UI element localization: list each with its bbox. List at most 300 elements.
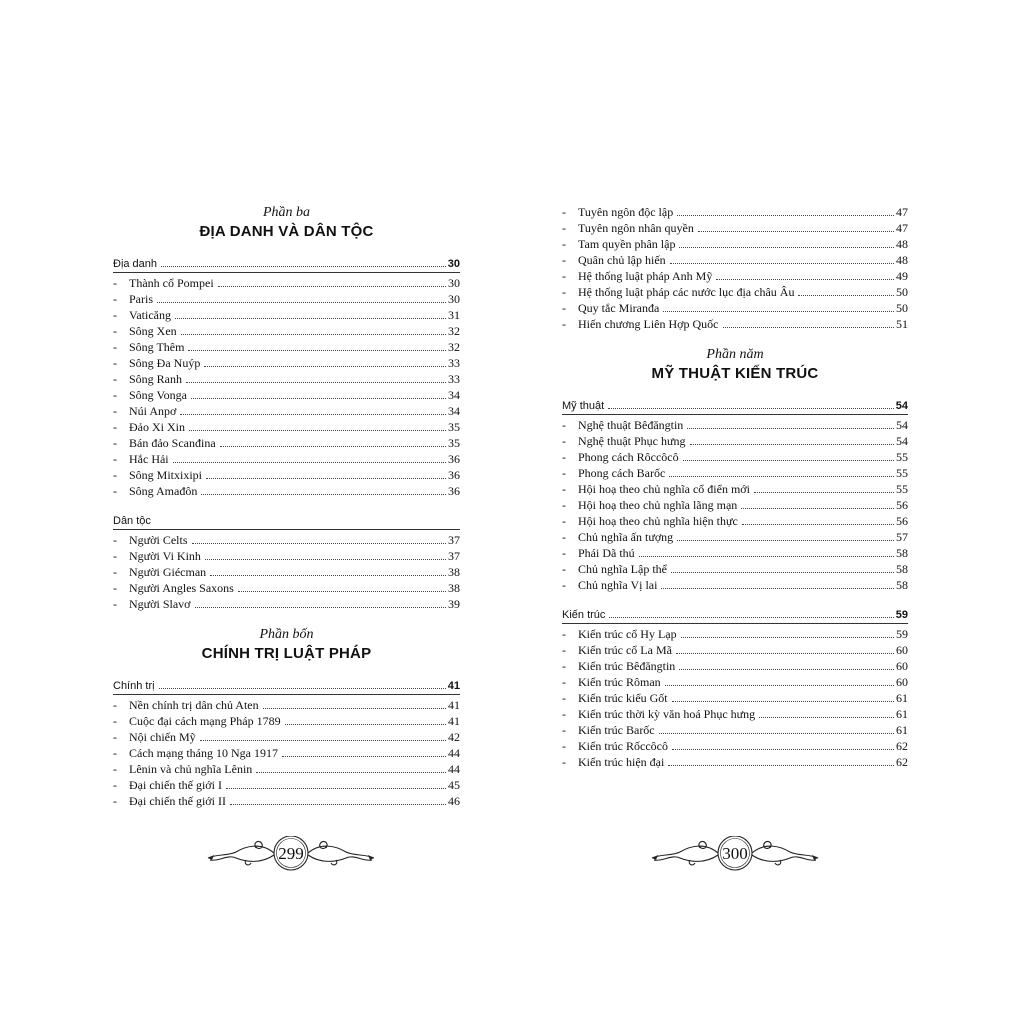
page-number: 300 [722, 844, 748, 863]
entry-page: 37 [448, 533, 460, 547]
entry-page: 38 [448, 565, 460, 579]
dot-leader [671, 571, 894, 573]
entry-title: Kiến trúc hiện đại [578, 755, 665, 769]
entry-dash: - [113, 276, 117, 290]
dot-leader [798, 294, 894, 296]
entry-title: Nghệ thuật Bêđăngtin [578, 418, 684, 432]
entry-dash: - [113, 794, 117, 808]
continued-section [562, 204, 908, 332]
dot-leader [204, 365, 446, 367]
entry-page: 60 [896, 643, 908, 657]
entry-title: Hiến chương Liên Hợp Quốc [578, 317, 719, 331]
toc-entry [562, 433, 908, 449]
dot-leader [161, 265, 446, 267]
entry-page: 36 [448, 452, 460, 466]
entry-dash: - [113, 436, 117, 450]
entry-dash: - [562, 205, 566, 219]
dot-leader [210, 574, 446, 576]
entry-page: 34 [448, 388, 460, 402]
entry-dash: - [562, 237, 566, 251]
entry-dash: - [113, 420, 117, 434]
entry-page: 41 [448, 714, 460, 728]
entry-page: 38 [448, 581, 460, 595]
dot-leader [742, 523, 894, 525]
toc-entry [113, 291, 460, 307]
entry-title: Đại chiến thế giới I [129, 778, 222, 792]
entry-dash: - [562, 253, 566, 267]
toc-entry [562, 481, 908, 497]
section-heading [113, 256, 460, 273]
toc-entry [113, 435, 460, 451]
dot-leader [205, 558, 446, 560]
section-heading [562, 398, 908, 415]
page-number-ornament [650, 836, 820, 872]
entry-title: Đại chiến thế giới II [129, 794, 226, 808]
toc-entry [562, 236, 908, 252]
entry-page: 60 [896, 675, 908, 689]
toc-entry [562, 316, 908, 332]
dot-leader [206, 477, 446, 479]
toc-entry [562, 738, 908, 754]
toc-entry [562, 204, 908, 220]
toc-section [113, 678, 460, 809]
entry-page: 60 [896, 659, 908, 673]
entry-title: Sông Xen [129, 324, 177, 338]
toc-entry [562, 545, 908, 561]
toc-entry [113, 307, 460, 323]
dot-leader [238, 590, 446, 592]
dot-leader [754, 491, 894, 493]
entry-page: 32 [448, 324, 460, 338]
dot-leader [639, 555, 894, 557]
entry-dash: - [562, 269, 566, 283]
toc-entry [113, 339, 460, 355]
dot-leader [723, 326, 895, 328]
entry-title: Sông Amađôn [129, 484, 198, 498]
entry-title: Cách mạng tháng 10 Nga 1917 [129, 746, 278, 760]
entry-title: Quân chủ lập hiến [578, 253, 666, 267]
entry-title: Người Celts [129, 533, 188, 547]
toc-entry [562, 284, 908, 300]
entry-dash: - [113, 565, 117, 579]
dot-leader [609, 616, 893, 618]
entry-title: Đảo Xi Xin [129, 420, 185, 434]
entry-page: 56 [896, 498, 908, 512]
toc-entry [562, 465, 908, 481]
entry-title: Tuyên ngôn độc lập [578, 205, 674, 219]
entry-title: Sông Mitxixipi [129, 468, 203, 482]
entry-dash: - [562, 530, 566, 544]
dot-leader [759, 716, 894, 718]
entry-page: 32 [448, 340, 460, 354]
entry-title: Kiến trúc Barốc [578, 723, 655, 737]
entry-title: Chủ nghĩa Vị lai [578, 578, 658, 592]
dot-leader [659, 732, 894, 734]
part5-sections [562, 398, 908, 770]
part-header [113, 626, 460, 664]
entry-dash: - [562, 755, 566, 769]
entry-dash: - [562, 707, 566, 721]
toc-entry [113, 713, 460, 729]
entry-page: 31 [448, 308, 460, 322]
toc-entry [562, 754, 908, 770]
entry-dash: - [113, 324, 117, 338]
toc-entry [562, 690, 908, 706]
entry-title: Kiến trúc thời kỳ văn hoá Phục hưng [578, 707, 756, 721]
entry-page: 41 [448, 698, 460, 712]
entry-page: 44 [448, 746, 460, 760]
dot-leader [681, 636, 894, 638]
section-heading [562, 607, 908, 624]
entry-dash: - [113, 388, 117, 402]
entry-page: 54 [896, 434, 908, 448]
toc-entry [562, 674, 908, 690]
part4-sections [113, 678, 460, 809]
entry-title: Sông Thêm [129, 340, 185, 354]
part-title: Phần bốn [259, 627, 314, 642]
entry-dash: - [562, 482, 566, 496]
toc-entry [562, 417, 908, 433]
entry-dash: - [562, 739, 566, 753]
section-title: Dân tộc [113, 515, 151, 527]
dot-leader [175, 317, 446, 319]
dot-leader [189, 429, 446, 431]
toc-entry [113, 419, 460, 435]
dot-leader [195, 606, 446, 608]
entry-dash: - [113, 452, 117, 466]
toc-entry [562, 529, 908, 545]
section-page: 41 [447, 680, 460, 692]
dot-leader [180, 413, 446, 415]
entry-title: Phong cách Barốc [578, 466, 666, 480]
toc-entry [562, 577, 908, 593]
entry-title: Sông Vonga [129, 388, 187, 402]
toc-section [562, 398, 908, 593]
toc-section [113, 256, 460, 499]
entry-page: 58 [896, 578, 908, 592]
entry-title: Người Slavơ [129, 597, 191, 611]
entry-dash: - [562, 723, 566, 737]
entry-page: 42 [448, 730, 460, 744]
dot-leader [200, 739, 446, 741]
toc-entry [113, 548, 460, 564]
dot-leader [263, 707, 446, 709]
toc-entry [113, 729, 460, 745]
entry-dash: - [113, 340, 117, 354]
entry-page: 62 [896, 739, 908, 753]
entry-dash: - [113, 308, 117, 322]
toc-entry [113, 596, 460, 612]
dot-leader [687, 427, 894, 429]
entry-dash: - [113, 730, 117, 744]
toc-entry [113, 451, 460, 467]
entry-page: 55 [896, 482, 908, 496]
entry-title: Sông Đa Nuýp [129, 356, 201, 370]
toc-entry [113, 483, 460, 499]
dot-leader [220, 445, 446, 447]
dot-leader [676, 652, 894, 654]
section-title: Chính trị [113, 680, 155, 692]
entry-dash: - [113, 581, 117, 595]
entry-page: 47 [896, 221, 908, 235]
entry-dash: - [562, 301, 566, 315]
entry-dash: - [562, 317, 566, 331]
entry-page: 58 [896, 546, 908, 560]
entry-dash: - [562, 434, 566, 448]
entry-title: Kiến trúc cổ La Mã [578, 643, 672, 657]
toc-entry [113, 371, 460, 387]
entry-title: Paris [129, 292, 153, 306]
toc-section [113, 513, 460, 612]
section-title: Mỹ thuật [562, 400, 605, 412]
entry-dash: - [562, 675, 566, 689]
entry-dash: - [113, 762, 117, 776]
entry-page: 46 [448, 794, 460, 808]
part-title: Phần năm [706, 347, 764, 362]
entry-page: 54 [896, 418, 908, 432]
entry-title: Phái Dã thú [578, 546, 635, 560]
toc-entry [113, 745, 460, 761]
dot-leader [672, 700, 894, 702]
dot-leader [698, 230, 894, 232]
entry-dash: - [113, 372, 117, 386]
entry-page: 55 [896, 450, 908, 464]
dot-leader [677, 214, 894, 216]
toc-entry [113, 564, 460, 580]
entry-title: Hội hoạ theo chủ nghĩa hiện thực [578, 514, 738, 528]
entry-dash: - [562, 285, 566, 299]
toc-entry [113, 580, 460, 596]
entry-page: 58 [896, 562, 908, 576]
entry-dash: - [113, 746, 117, 760]
toc-entry [562, 268, 908, 284]
entry-title: Quy tắc Miranđa [578, 301, 660, 315]
entry-page: 35 [448, 436, 460, 450]
dot-leader [201, 493, 446, 495]
entry-title: Thành cổ Pompei [129, 276, 214, 290]
dot-leader [173, 461, 446, 463]
dot-leader [677, 539, 894, 541]
entry-dash: - [113, 468, 117, 482]
entry-page: 49 [896, 269, 908, 283]
entry-dash: - [113, 714, 117, 728]
entry-page: 34 [448, 404, 460, 418]
dot-leader [661, 587, 894, 589]
entry-title: Nghệ thuật Phục hưng [578, 434, 686, 448]
entry-dash: - [562, 578, 566, 592]
dot-leader [282, 755, 446, 757]
dot-leader [186, 381, 446, 383]
entry-title: Cuộc đại cách mạng Pháp 1789 [129, 714, 281, 728]
entry-page: 33 [448, 356, 460, 370]
section-page: 54 [895, 400, 908, 412]
section-title: Địa danh [113, 258, 158, 270]
entry-page: 33 [448, 372, 460, 386]
entry-dash: - [562, 659, 566, 673]
entry-page: 37 [448, 549, 460, 563]
entry-title: Người Angles Saxons [129, 581, 234, 595]
entry-page: 61 [896, 723, 908, 737]
entry-title: Kiến trúc Rôman [578, 675, 661, 689]
entry-dash: - [562, 546, 566, 560]
toc-section [562, 607, 908, 770]
entry-page: 50 [896, 285, 908, 299]
dot-leader [672, 748, 894, 750]
dot-leader [256, 771, 446, 773]
entry-dash: - [562, 627, 566, 641]
entry-title: Kiến trúc Rốccôcô [578, 739, 668, 753]
entry-page: 39 [448, 597, 460, 611]
entry-page: 36 [448, 484, 460, 498]
section-page: 30 [447, 258, 460, 270]
entry-page: 59 [896, 627, 908, 641]
part-header [113, 204, 460, 242]
entry-title: Hệ thống luật pháp các nước lục địa châu Âu [578, 285, 795, 299]
toc-entry [562, 252, 908, 268]
toc-entry [113, 403, 460, 419]
entry-dash: - [113, 597, 117, 611]
toc-entry [113, 761, 460, 777]
entry-page: 61 [896, 691, 908, 705]
dot-leader [716, 278, 894, 280]
toc-entry [113, 467, 460, 483]
dot-leader [669, 475, 894, 477]
part-name: MỸ THUẬT KIẾN TRÚC [651, 365, 819, 382]
dot-leader [285, 723, 446, 725]
toc-entry [562, 706, 908, 722]
entry-title: Vaticăng [129, 308, 171, 322]
entry-title: Kiến trúc kiểu Gốt [578, 691, 668, 705]
entry-page: 30 [448, 276, 460, 290]
entry-title: Hội hoạ theo chủ nghĩa lãng mạn [578, 498, 738, 512]
toc-entry [562, 513, 908, 529]
dot-leader [690, 443, 895, 445]
toc-entry [113, 793, 460, 809]
entry-title: Tam quyền phân lập [578, 237, 676, 251]
entry-page: 62 [896, 755, 908, 769]
dot-leader [670, 262, 894, 264]
dot-leader [230, 803, 446, 805]
entry-dash: - [562, 450, 566, 464]
entry-title: Sông Ranh [129, 372, 183, 386]
entry-page: 50 [896, 301, 908, 315]
entry-page: 48 [896, 237, 908, 251]
dot-leader [668, 764, 894, 766]
dot-leader [663, 310, 894, 312]
part-header [562, 346, 908, 384]
entry-title: Chủ nghĩa Lập thể [578, 562, 667, 576]
toc-entry [113, 323, 460, 339]
entry-dash: - [113, 533, 117, 547]
dot-leader [679, 668, 894, 670]
entry-page: 47 [896, 205, 908, 219]
entry-title: Kiến trúc cổ Hy Lạp [578, 627, 677, 641]
dot-leader [683, 459, 894, 461]
page-number: 299 [278, 844, 304, 863]
toc-entry [113, 532, 460, 548]
entry-title: Hắc Hải [129, 452, 169, 466]
entry-dash: - [562, 562, 566, 576]
toc-entry [113, 387, 460, 403]
entry-dash: - [562, 221, 566, 235]
entry-page: 44 [448, 762, 460, 776]
entry-page: 55 [896, 466, 908, 480]
entry-title: Bán đảo Scanđina [129, 436, 216, 450]
entry-title: Người Vi Kinh [129, 549, 201, 563]
dot-leader [188, 349, 446, 351]
entry-title: Lênin và chủ nghĩa Lênin [129, 762, 253, 776]
dot-leader [665, 684, 894, 686]
toc-entry [562, 642, 908, 658]
entry-title: Kiến trúc Bêđăngtin [578, 659, 676, 673]
entry-page: 57 [896, 530, 908, 544]
toc-entry [562, 449, 908, 465]
toc-entry [113, 355, 460, 371]
dot-leader [741, 507, 894, 509]
entry-title: Hội hoạ theo chủ nghĩa cổ điển mới [578, 482, 750, 496]
part-title: Phần ba [262, 205, 311, 220]
entry-dash: - [562, 466, 566, 480]
entry-page: 56 [896, 514, 908, 528]
entry-title: Núi Anpơ [129, 404, 177, 418]
section-heading [113, 678, 460, 695]
toc-entry [562, 220, 908, 236]
part-name: CHÍNH TRỊ LUẬT PHÁP [201, 645, 372, 662]
dot-leader [159, 687, 446, 689]
entry-page: 30 [448, 292, 460, 306]
toc-entry [562, 497, 908, 513]
right-page [562, 204, 908, 784]
entry-dash: - [113, 549, 117, 563]
entry-dash: - [113, 356, 117, 370]
toc-entry [562, 658, 908, 674]
entry-page: 35 [448, 420, 460, 434]
entry-dash: - [562, 691, 566, 705]
section-heading [113, 513, 460, 530]
dot-leader [192, 542, 446, 544]
section-title: Kiến trúc [562, 609, 606, 621]
dot-leader [608, 407, 894, 409]
entry-title: Nền chính trị dân chủ Aten [129, 698, 259, 712]
entry-title: Tuyên ngôn nhân quyền [578, 221, 694, 235]
page-number-ornament [206, 836, 376, 872]
toc-entry [113, 697, 460, 713]
entry-page: 48 [896, 253, 908, 267]
entry-page: 45 [448, 778, 460, 792]
entry-dash: - [562, 643, 566, 657]
dot-leader [679, 246, 894, 248]
dot-leader [191, 397, 446, 399]
entry-title: Hệ thống luật pháp Anh Mỹ [578, 269, 713, 283]
left-page [113, 204, 460, 823]
dot-leader [218, 285, 446, 287]
toc-entry [562, 300, 908, 316]
entry-dash: - [113, 698, 117, 712]
entry-page: 51 [896, 317, 908, 331]
toc-entry [113, 275, 460, 291]
section-page: 59 [895, 609, 908, 621]
entry-dash: - [562, 514, 566, 528]
entry-dash: - [562, 418, 566, 432]
entry-dash: - [113, 292, 117, 306]
entry-title: Nội chiến Mỹ [129, 730, 196, 744]
dot-leader [181, 333, 446, 335]
entry-page: 61 [896, 707, 908, 721]
toc-entry [562, 561, 908, 577]
toc-entry [562, 722, 908, 738]
entry-page: 36 [448, 468, 460, 482]
part-name: ĐỊA DANH VÀ DÂN TỘC [199, 223, 374, 240]
